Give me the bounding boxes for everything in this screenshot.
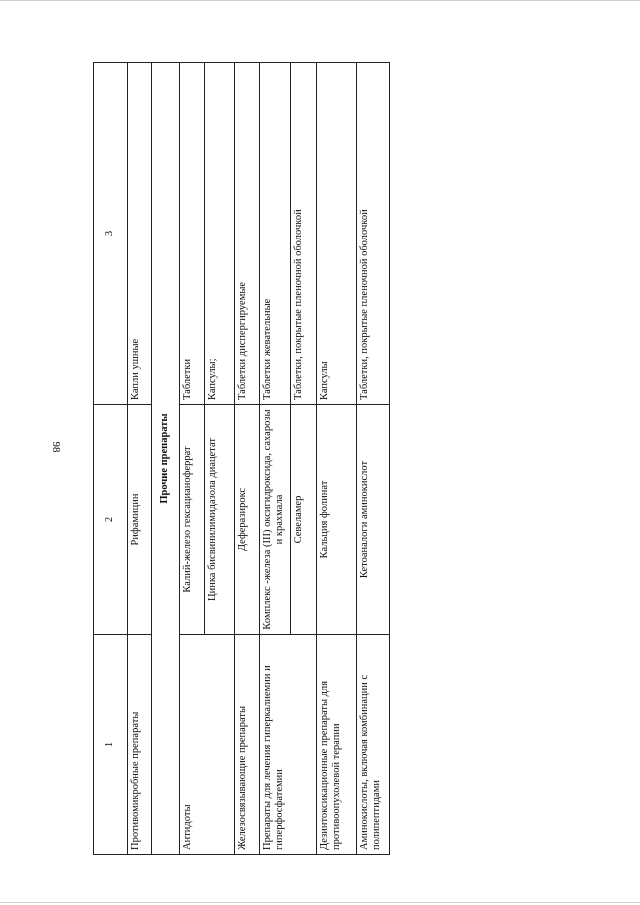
group-cell: Железосвязывающие препараты: [235, 635, 260, 855]
table-row: [235, 63, 260, 855]
rotated-table-container: [93, 63, 385, 855]
col-header-2: 2: [94, 405, 128, 635]
form-cell: Таблетки: [180, 63, 205, 405]
group-cell: Препараты для лечения гиперкалиемии и гиперфосфатемии: [260, 635, 317, 855]
form-cell: Таблетки жевательные: [260, 63, 291, 405]
group-cell: Антидоты: [180, 635, 235, 855]
group-cell: Дезинтоксикационные препараты для противоопухолевой терапии: [317, 635, 357, 855]
form-cell: Таблетки диспергируемые: [235, 63, 260, 405]
form-cell: Таблетки, покрытые пленочной оболочкой: [291, 63, 317, 405]
group-cell: Аминокислоты, включая комбинации с полипептидами: [357, 635, 390, 855]
col-header-3: 3: [94, 63, 128, 405]
drug-cell: Кальция фолинат: [317, 405, 357, 635]
drug-cell: Рифамицин: [128, 405, 152, 635]
drug-cell: Кетоаналоги аминокислот: [357, 405, 390, 635]
drug-table: [93, 62, 390, 855]
table-row: [180, 63, 205, 855]
drug-cell: Деферазирокс: [235, 405, 260, 635]
drug-cell: Комплекс -железа (III) оксигидроксида, сахарозы и крахмала: [260, 405, 291, 635]
page-number: 98: [50, 441, 62, 453]
group-cell: Противомикробные препараты: [128, 635, 152, 855]
table-row: [260, 63, 291, 855]
drug-cell: Севеламер: [291, 405, 317, 635]
form-cell: Таблетки, покрытые пленочной оболочкой: [357, 63, 390, 405]
table-row: [357, 63, 390, 855]
section-title: Прочие препараты: [152, 63, 180, 855]
form-cell: Капли ушные: [128, 63, 152, 405]
form-cell: Капсулы: [317, 63, 357, 405]
scan-edge-bottom: [0, 902, 640, 903]
drug-cell: Цинка бисвинилимидазола диацетат: [205, 405, 235, 635]
table-row: [128, 63, 152, 855]
drug-cell: Калий-железо гексацианоферрат: [180, 405, 205, 635]
section-row: [152, 63, 180, 855]
form-cell: Капсулы;: [205, 63, 235, 405]
scan-edge-top: [0, 0, 640, 1]
table-row: [317, 63, 357, 855]
col-header-1: 1: [94, 635, 128, 855]
column-number-row: [94, 63, 128, 855]
